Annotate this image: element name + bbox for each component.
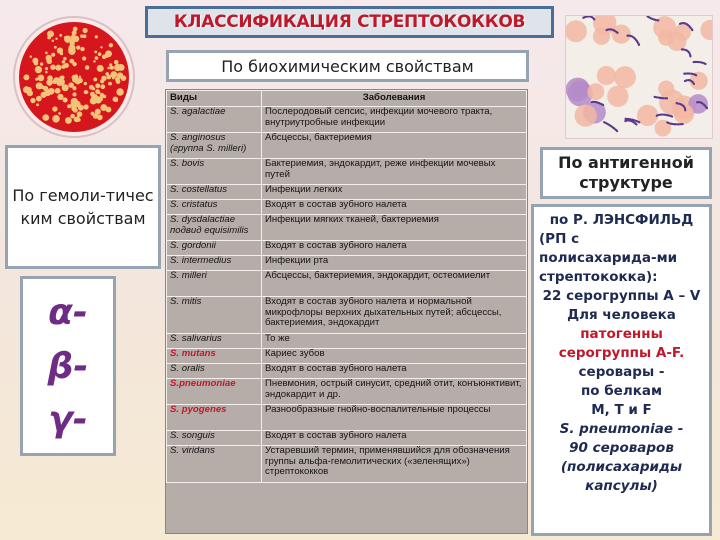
colony-dot [57, 94, 63, 100]
table-row [167, 159, 527, 185]
hemolysis-types-box [20, 276, 116, 456]
colony-dot [109, 63, 112, 66]
colony-dot [114, 60, 119, 65]
beta-hemolysis: β- [47, 345, 89, 387]
colony-dot [84, 90, 88, 94]
petri-dish-image [12, 15, 136, 139]
species-cell: S. gordonii [167, 241, 262, 256]
table-row [167, 215, 527, 241]
table-row [167, 256, 527, 271]
lancefield-line: патогенны [580, 326, 663, 342]
lancefield-line: (РП с [539, 231, 580, 247]
colony-dot [121, 75, 127, 81]
disease-cell: Послеродовый сепсис, инфекции мочевого тракта, внутриутробные инфекции [262, 107, 527, 133]
colony-dot [98, 91, 101, 94]
lancefield-line: серовары - [578, 364, 665, 380]
table-row [167, 349, 527, 364]
blood-cell [574, 104, 596, 126]
species-table-container [165, 89, 528, 534]
lancefield-line: серогруппы А-F. [558, 345, 685, 361]
colony-dot [100, 104, 107, 111]
table-row [167, 379, 527, 405]
lancefield-line: (полисахариды [560, 459, 683, 475]
lancefield-line: М, Т и F [591, 402, 652, 418]
colony-dot [94, 51, 97, 54]
colony-dot [80, 34, 83, 37]
colony-dot [35, 66, 42, 73]
species-cell: S. agalactiae [167, 107, 262, 133]
colony-dot [72, 62, 76, 66]
disease-cell: Бактериемия, эндокардит, реже инфекции мочевых путей [262, 159, 527, 185]
colony-dot [27, 87, 30, 90]
colony-dot [27, 90, 33, 96]
colony-dot [47, 30, 54, 37]
colony-dot [49, 56, 52, 59]
species-cell: S. anginosus (группа S. milleri) [167, 133, 262, 159]
colony-dot [76, 46, 80, 50]
disease-cell: Инфекции рта [262, 256, 527, 271]
table-row [167, 185, 527, 200]
header-disease: Заболевания [262, 91, 527, 107]
biochemical-label: По биохимическим свойствам [166, 50, 529, 82]
disease-cell: Входят в состав зубного налета и нормальной микрофлоры верхних дыхательных путей; абсцессы, бактериемия, эндокардит [262, 297, 527, 334]
colony-dot [68, 48, 71, 51]
species-cell: S. cristatus [167, 200, 262, 215]
colony-dot [46, 79, 52, 85]
colony-dot [77, 111, 83, 117]
lancefield-line: капсулы) [585, 478, 658, 494]
colony-dot [45, 67, 48, 70]
antigenic-label: По антигенной структуре [540, 147, 712, 199]
colony-dot [45, 71, 48, 74]
blood-cell [565, 20, 587, 42]
colony-dot [102, 95, 105, 98]
colony-dot [23, 74, 29, 80]
table-row [167, 271, 527, 297]
colony-dot [108, 82, 112, 86]
colony-dot [79, 76, 82, 79]
disease-cell: Входят в состав зубного налета [262, 241, 527, 256]
table-header-row [167, 91, 527, 107]
colony-dot [112, 76, 115, 79]
colony-dot [92, 87, 95, 90]
colony-dot [93, 77, 97, 81]
blood-cell [614, 66, 636, 88]
species-cell: S. costellatus [167, 185, 262, 200]
lancefield-line: стрептококка): [539, 269, 658, 285]
colony-dot [100, 84, 105, 89]
colony-dot [82, 28, 87, 33]
table-row [167, 133, 527, 159]
colony-dot [50, 64, 55, 69]
lancefield-line: 22 серогруппы А – V [542, 288, 701, 304]
header-species: Виды [167, 91, 262, 107]
disease-cell: Кариес зубов [262, 349, 527, 364]
colony-dot [95, 83, 100, 88]
colony-dot [36, 103, 39, 106]
colony-dot [40, 62, 43, 65]
colony-dot [83, 104, 88, 109]
page-title: КЛАССИФИКАЦИЯ СТРЕПТОКОККОВ [145, 6, 554, 38]
disease-cell: Разнообразные гнойно-воспалительные процессы [262, 405, 527, 431]
colony-dot [57, 48, 63, 54]
lancefield-line: 90 сероваров [569, 440, 674, 456]
species-cell: S. intermedius [167, 256, 262, 271]
species-cell: S. mutans [167, 349, 262, 364]
colony-dot [107, 67, 110, 70]
disease-cell: Входят в состав зубного налета [262, 200, 527, 215]
colony-dot [52, 106, 57, 111]
colony-dot [52, 79, 57, 84]
colony-dot [59, 34, 62, 37]
species-table [166, 90, 527, 483]
colony-dot [97, 65, 104, 72]
species-cell: S. oralis [167, 364, 262, 379]
colony-dot [74, 117, 80, 123]
species-cell: S. salivarius [167, 334, 262, 349]
colony-dot [95, 35, 98, 38]
colony-dot [36, 82, 43, 89]
species-cell: S. pyogenes [167, 405, 262, 431]
colony-dot [114, 98, 118, 102]
species-cell: S. songuis [167, 431, 262, 446]
disease-cell: Устаревший термин, применявшийся для обозначения группы альфа-гемолитических («зеленящих») стрептококков [262, 446, 527, 483]
species-cell: S. dysdalactiae подвид equisimilis [167, 215, 262, 241]
colony-dot [93, 60, 96, 63]
lancefield-line: S. pneumoniae - [559, 421, 684, 437]
blood-cell [607, 86, 628, 107]
disease-cell: То же [262, 334, 527, 349]
colony-dot [98, 52, 102, 56]
colony-dot [44, 90, 51, 97]
colony-dot [91, 95, 96, 100]
colony-dot [73, 27, 78, 32]
disease-cell: Абсцессы, бактериемия [262, 133, 527, 159]
colony-dot [84, 82, 87, 85]
colony-dot [55, 88, 61, 94]
colony-dot [70, 114, 75, 119]
colony-dot [45, 51, 48, 54]
species-cell: S. mitis [167, 297, 262, 334]
colony-dot [57, 78, 64, 85]
colony-dot [36, 96, 42, 102]
colony-dot [74, 74, 78, 78]
micrograph-image [565, 15, 713, 139]
colony-dot [82, 56, 86, 60]
colony-dot [116, 79, 121, 84]
species-cell: S. milleri [167, 271, 262, 297]
colony-dot [107, 75, 112, 80]
colony-dot [85, 65, 90, 70]
hemolytic-label: По гемоли-тичес ким свойствам [5, 145, 161, 269]
disease-cell: Абсцессы, бактериемия, эндокардит, остеомиелит [262, 271, 527, 297]
colony-dot [69, 83, 72, 86]
colony-dot [46, 58, 52, 64]
table-row [167, 297, 527, 334]
lancefield-box [531, 204, 712, 536]
colony-dot [52, 40, 54, 42]
species-cell: S.pneumoniae [167, 379, 262, 405]
blood-cell [597, 66, 616, 85]
disease-cell: Инфекции легких [262, 185, 527, 200]
colony-dot [52, 115, 60, 123]
colony-dot [38, 75, 43, 80]
colony-dot [54, 46, 57, 49]
colony-dot [75, 78, 81, 84]
disease-cell: Входят в состав зубного налета [262, 431, 527, 446]
colony-dot [80, 47, 84, 51]
table-row [167, 334, 527, 349]
colony-dot [55, 38, 57, 40]
species-cell: S. bovis [167, 159, 262, 185]
colony-dot [30, 98, 35, 103]
lancefield-line: по белкам [580, 383, 663, 399]
alpha-hemolysis: α- [48, 291, 88, 333]
colony-dot [113, 73, 116, 76]
colony-dot [116, 88, 123, 95]
table-row [167, 107, 527, 133]
colony-dot [65, 117, 72, 124]
colony-dot [100, 46, 102, 48]
colony-dot [58, 112, 61, 115]
colony-dot [91, 112, 95, 116]
disease-cell: Инфекции мягких тканей, бактериемия [262, 215, 527, 241]
colony-dot [70, 101, 77, 108]
colony-dot [61, 64, 65, 68]
colony-dot [42, 114, 49, 121]
colony-dot [78, 107, 81, 110]
table-row [167, 364, 527, 379]
colony-dot [62, 60, 66, 64]
colony-dot [51, 53, 55, 57]
lancefield-line: по Р. ЛЭНСФИЛЬД [549, 212, 694, 228]
table-row [167, 446, 527, 483]
colony-dot [109, 43, 113, 47]
table-row [167, 241, 527, 256]
species-cell: S. viridans [167, 446, 262, 483]
gamma-hemolysis: γ- [48, 399, 88, 441]
colony-dot [73, 36, 79, 42]
table-row [167, 431, 527, 446]
colony-dot [72, 86, 76, 90]
colony-dot [72, 92, 76, 96]
colony-dot [55, 65, 61, 71]
colony-dot [32, 58, 38, 64]
colony-dot [101, 76, 106, 81]
disease-cell: Входят в состав зубного налета [262, 364, 527, 379]
colony-dot [63, 57, 66, 60]
disease-cell: Пневмония, острый синусит, средний отит, конъюнктивит, эндокардит и др. [262, 379, 527, 405]
colony-dot [30, 55, 33, 58]
table-row [167, 200, 527, 215]
blood-cell [587, 83, 604, 100]
colony-dot [119, 66, 123, 70]
colony-dot [95, 56, 99, 60]
lancefield-line: полисахарида-ми [539, 250, 678, 266]
colony-dot [105, 50, 112, 57]
table-row [167, 405, 527, 431]
colony-dot [63, 97, 68, 102]
lancefield-line: Для человека [567, 307, 676, 323]
